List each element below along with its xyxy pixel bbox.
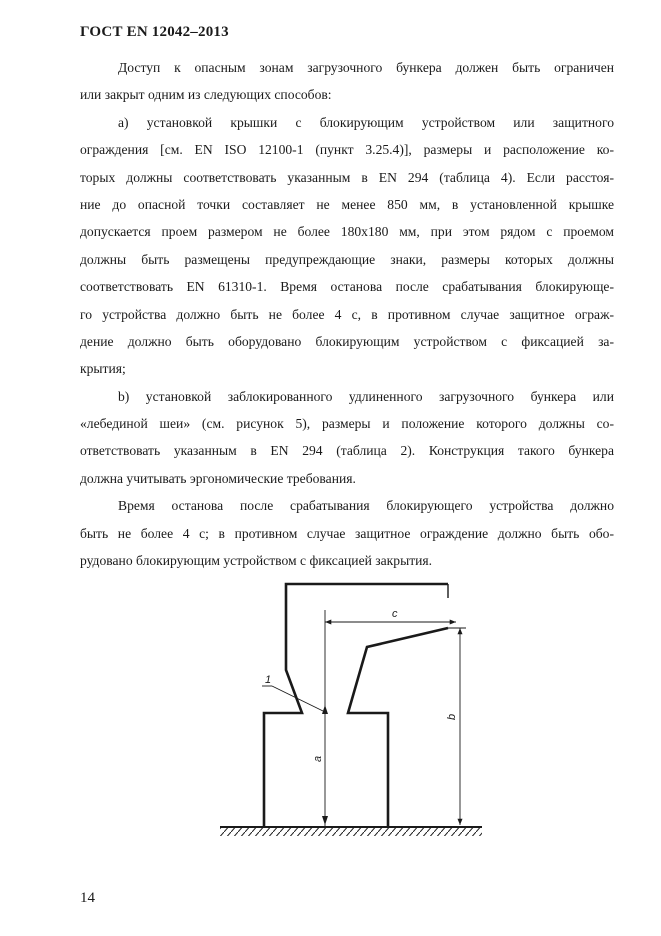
body-text <box>80 54 614 574</box>
page-number: 14 <box>80 890 95 906</box>
text-line: должны быть размещены предупреждающие знаки, размеры которых должны <box>80 251 614 267</box>
callout-1-leader <box>272 686 323 711</box>
text-line: ограждения [см. EN ISO 12100-1 (пункт 3.25.4)], размеры и расположение ко- <box>80 142 614 158</box>
document-header: ГОСТ EN 12042–2013 <box>80 24 229 40</box>
text-line: или закрыт одним из следующих способов: <box>80 87 332 103</box>
center-axis-arrow-up <box>322 705 328 714</box>
text-line: крытия; <box>80 361 126 377</box>
text-line: b) установкой заблокированного удлиненного загрузочного бункера или <box>118 388 614 404</box>
text-line: ние до опасной точки составляет не менее 850 мм, в установленной крышке <box>80 196 614 212</box>
text-line: го устройства должно быть не более 4 с, в противном случае защитное ограж- <box>80 306 614 322</box>
text-line: должна учитывать эргономические требования. <box>80 470 356 486</box>
figure-hopper-diagram <box>216 580 486 847</box>
hopper-diagram-svg <box>216 580 486 842</box>
text-line: «лебединой шеи» (см. рисунок 5), размеры и положение которого должны со- <box>80 416 614 432</box>
ground-hatching <box>220 827 482 836</box>
callout-1-label: 1 <box>265 674 272 686</box>
text-line: торых должны соответствовать указанным в EN 294 (таблица 4). Если расстоя- <box>80 169 614 185</box>
hopper-right-wall <box>348 628 448 827</box>
hopper-left-wall <box>264 584 448 827</box>
dimension-a-label: a <box>312 755 324 762</box>
text-line: соответствовать EN 61310-1. Время останова после срабатывания блокирующе- <box>80 279 614 295</box>
dimension-b-label: b <box>446 713 458 720</box>
text-line: Время останова после срабатывания блокирующего устройства должно <box>118 498 614 514</box>
center-axis-arrow-down <box>322 816 328 825</box>
text-line: ответствовать указанным в EN 294 (таблица 2). Конструкция такого бункера <box>80 443 614 459</box>
text-line: а) установкой крышки с блокирующим устройством или защитного <box>118 114 614 130</box>
text-line: рудовано блокирующим устройством с фиксацией закрытия. <box>80 553 433 569</box>
dimension-c-label: c <box>392 608 398 620</box>
text-line: быть не более 4 с; в противном случае защитное ограждение должно быть обо- <box>80 525 614 541</box>
text-line: допускается проем размером не более 180х180 мм, при этом рядом с проемом <box>80 224 614 240</box>
text-line: дение должно быть оборудовано блокирующим устройством с фиксацией за- <box>80 333 614 349</box>
text-line: Доступ к опасным зонам загрузочного бункера должен быть ограничен <box>118 60 614 75</box>
